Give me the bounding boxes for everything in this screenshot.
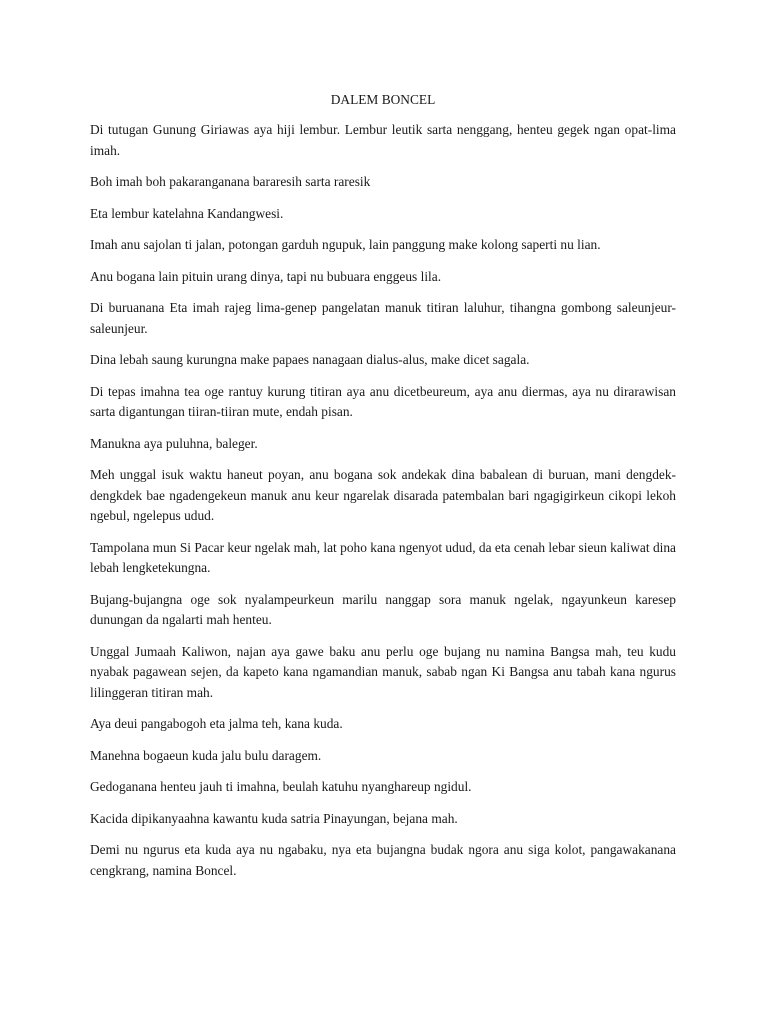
paragraph: Di buruanana Eta imah rajeg lima-genep pangelatan manuk titiran laluhur, tihangna gombong saleunjeur-saleunjeur. <box>90 300 676 336</box>
paragraph: Di tepas imahna tea oge rantuy kurung titiran aya anu dicetbeureum, aya anu diermas, aya nu dirarawisan sarta digantungan tiiran-tiiran mute, endah pisan. <box>90 383 676 419</box>
paragraph: Demi nu ngurus eta kuda aya nu ngabaku, nya eta bujangna budak ngora anu siga kolot, pangawakanana cengkrang, namina Boncel. <box>90 842 676 878</box>
paragraph: Dina lebah saung kurungna make papaes nanagaan dialus-alus, make dicet sagala. <box>90 352 530 367</box>
paragraph: Aya deui pangabogoh eta jalma teh, kana kuda. <box>90 716 343 731</box>
paragraph: Unggal Jumaah Kaliwon, najan aya gawe baku anu perlu oge bujang nu namina Bangsa mah, teu kudu nyabak pagawean sejen, da kapeto kana ngamandian manuk, sabab ngan Ki Bangsa anu tabah kana ngurus lilinggeran titiran mah. <box>90 643 676 700</box>
paragraph: Tampolana mun Si Pacar keur ngelak mah, lat poho kana ngenyot udud, da eta cenah lebar sieun kaliwat dina lebah lengketekungna. <box>90 539 676 575</box>
paragraph: Di tutugan Gunung Giriawas aya hiji lembur. Lembur leutik sarta nenggang, henteu gegek ngan opat-lima imah. <box>90 122 676 158</box>
paragraph: Bujang-bujangna oge sok nyalampeurkeun marilu nanggap sora manuk ngelak, ngayunkeun karesep dunungan da ngalarti mah henteu. <box>90 591 676 627</box>
paragraph: Manukna aya puluhna, baleger. <box>90 435 258 451</box>
document-body <box>90 90 676 892</box>
document-title: DALEM BONCEL <box>330 92 436 107</box>
paragraph: Kacida dipikanyaahna kawantu kuda satria Pinayungan, bejana mah. <box>90 810 458 826</box>
paragraph: Eta lembur katelahna Kandangwesi. <box>90 205 284 221</box>
paragraph: Boh imah boh pakaranganana bararesih sarta raresik <box>90 174 371 189</box>
paragraph: Gedoganana henteu jauh ti imahna, beulah katuhu nyanghareup ngidul. <box>90 779 472 794</box>
paragraph: Anu bogana lain pituin urang dinya, tapi nu bubuara enggeus lila. <box>90 268 442 284</box>
paragraph: Meh unggal isuk waktu haneut poyan, anu bogana sok andekak dina babalean di buruan, mani dengdek-dengkdek bae ngadengekeun manuk anu keur ngarelak disarada patembalan bari ngagigirkeun cikopi lekoh ngebul, ngelepus udud. <box>90 467 676 523</box>
paragraph: Imah anu sajolan ti jalan, potongan garduh ngupuk, lain panggung make kolong saperti nu lian. <box>90 237 601 252</box>
paragraph: Manehna bogaeun kuda jalu bulu daragem. <box>90 747 322 763</box>
